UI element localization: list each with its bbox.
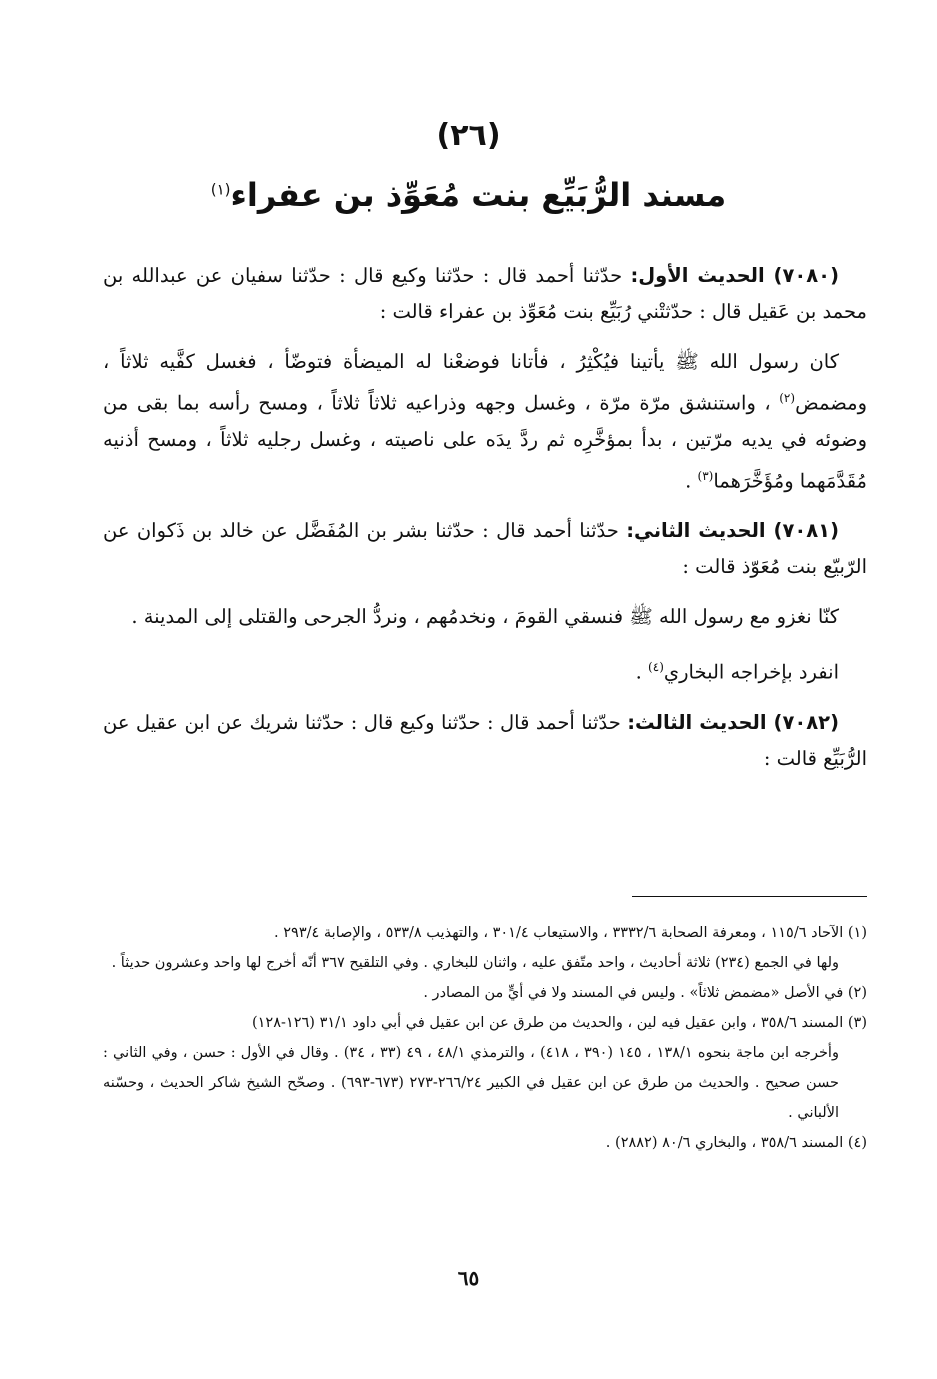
hadith-2-isnad [103, 513, 867, 585]
footnote-3-line-2: وأخرجه ابن ماجة بنحوه ١٣٨/١ ، ١٤٥ (٣٩٠ ، ٤١٨) ، والترمذي ٤٨/١ ، ٤٩ (٣٣ ، ٣٤) . وقال في الأول : حسن ، وفي الثاني : حسن صحيح . والحديث من طرق عن ابن عقيل في الكبير ٢٦٦/٢٤-٢٧٣ (٦٧٣-٦٩٣) . وصحّح الشيخ شاكر الحديث ، وحسّنه الألباني . [103, 1045, 839, 1121]
hadith-2-note [103, 649, 867, 691]
chapter-number: (٢٦) [436, 118, 501, 153]
footnote-3-line-1: (٣) المسند ٣٥٨/٦ ، وابن عقيل فيه لين ، والحديث من طرق عن ابن عقيل في أبي داود ٣١/١ (١٢٦-١٢٨) [251, 1015, 867, 1031]
footnote-2: (٢) في الأصل «مضمض ثلاثاً» . وليس في المسند ولا في أيٍّ من المصادر . [423, 985, 867, 1001]
hadith-1-text-c: . [685, 469, 692, 492]
hadith-2-isnad-text: حدّثنا أحمد قال : حدّثنا بشر بن المُفَضَّل عن خالد بن ذَكوان عن الرّبيّع بنت مُعَوّذ قالت : [103, 519, 867, 578]
hadith-2-label: (٧٠٨١) الحديث الثاني: [626, 519, 839, 542]
chapter-title-footnote-ref: (١) [210, 180, 231, 199]
footnote-ref-4: (٤) [648, 660, 664, 674]
footnote-ref-3: (٣) [697, 468, 714, 483]
hadith-3-isnad [103, 705, 867, 777]
footnotes [103, 918, 867, 1158]
hadith-2-text: كنّا نغزو مع رسول الله ﷺ فنسقي القومَ ، ونخدمُهم ، ونردُّ الجرحى والقتلى إلى المدينة . [131, 605, 839, 628]
hadith-1-isnad-text: حدّثنا أحمد قال : حدّثنا وكيع قال : حدّثنا سفيان عن عبدالله بن محمد بن عَقيل قال : حدّثتْني رُبَيِّع بنت مُعَوِّذ بن عفراء قالت : [103, 264, 867, 323]
footnote-ref-2: (٢) [779, 391, 796, 405]
hadith-2-note-end: . [635, 660, 642, 684]
main-text [103, 258, 867, 791]
hadith-3-isnad-text: حدّثنا أحمد قال : حدّثنا وكيع قال : حدّثنا شريك عن ابن عقيل عن الرُّبَيِّع قالت : [103, 710, 867, 770]
hadith-1-text-b: ، واستنشق مرّة مرّة ، وغسل وجهه وذراعيه ثلاثاً ثلاثاً ، ومسح رأسه بما بقى من وضوئه في يديه مرّتين ، بدأ بمؤخَّرِه ثم ردَّ يدَه على ناصيته ، وغسل رجليه ثلاثاً ، ومسح أذنيه مُقَدَّمَهما ومُؤَخَّرَهما [103, 391, 867, 492]
footnote-separator [632, 896, 867, 897]
footnote-1-line-2: ولها في الجمع (٢٣٤) ثلاثة أحاديث ، واحد متّفق عليه ، واثنان للبخاري . وفي التلقيح ٣٦٧ أنّه أخرج لها واحد وعشرون حديثاً . [111, 955, 839, 971]
chapter-title [0, 176, 937, 214]
hadith-1-isnad [103, 258, 867, 330]
footnote-1-line-1: (١) الآحاد ١١٥/٦ ، ومعرفة الصحابة ٣٣٣٢/٦ ، والاستيعاب ٣٠١/٤ ، والتهذيب ٥٣٣/٨ ، والإصابة ٢٩٣/٤ . [274, 925, 867, 941]
hadith-3-label: (٧٠٨٢) الحديث الثالث: [627, 710, 839, 734]
hadith-1-text [103, 344, 867, 499]
page-number: ٦٥ [457, 1266, 480, 1290]
footnote-4: (٤) المسند ٣٥٨/٦ ، والبخاري ٨٠/٦ (٢٨٨٢) . [605, 1135, 867, 1151]
hadith-2-note-text: انفرد بإخراجه البخاري [663, 660, 839, 684]
hadith-1-text-a: كان رسول الله ﷺ يأتينا فيُكْثِرُ ، فأتانا فوضعْنا له الميضأة فتوضّأ ، فغسل كفَّيه ثلاثاً ، ومضمض [103, 350, 867, 415]
chapter-title-text: مسند الرُّبَيِّع بنت مُعَوِّذ بن عفراء [230, 176, 727, 214]
hadith-1-label: (٧٠٨٠) الحديث الأول: [630, 264, 839, 287]
